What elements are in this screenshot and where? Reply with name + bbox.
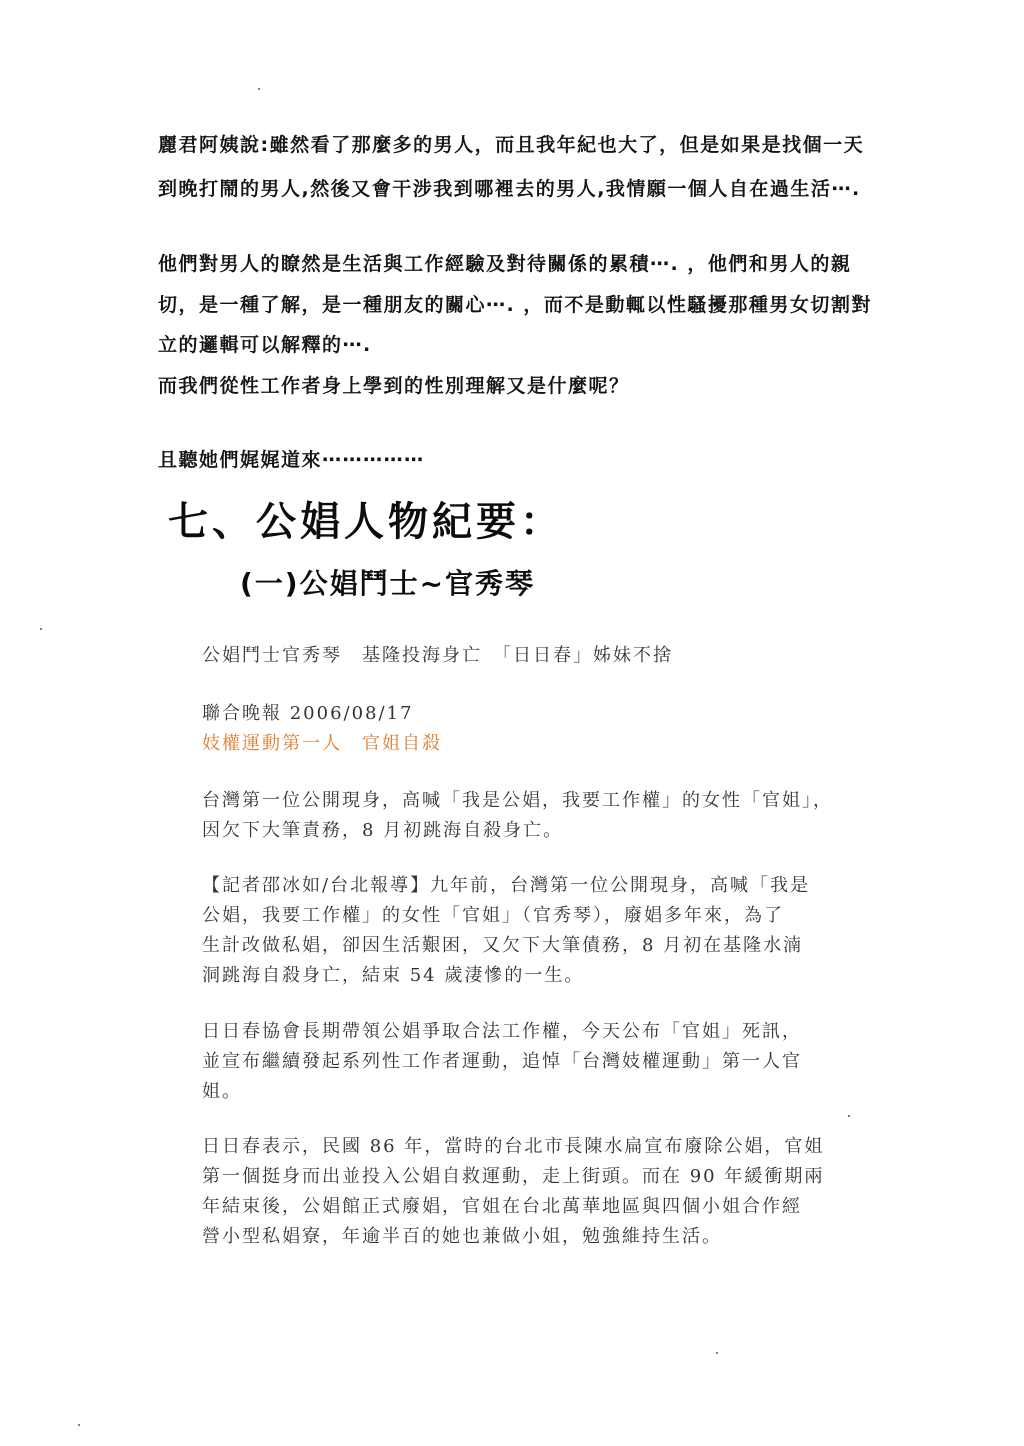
intro-p2-line-1: 他們對男人的瞭然是生活與工作經驗及對待關係的累積⋯. ，他們和男人的親 — [158, 253, 852, 275]
article-p4-line-3: 年結束後，公娼館正式廢娼，官姐在台北萬華地區與四個小姐合作經 — [202, 1196, 802, 1217]
intro-p1-line-2: 到晚打鬧的男人,然後又會干涉我到哪裡去的男人,我情願一個人自在過生活⋯. — [158, 178, 861, 200]
scan-speck — [848, 1115, 850, 1117]
intro-p2-line-3: 立的邏輯可以解釋的⋯. — [158, 334, 372, 356]
article-p3-line-3: 姐。 — [202, 1081, 242, 1102]
scan-speck — [40, 628, 42, 630]
intro-p1-line-1: 麗君阿姨說:雖然看了那麼多的男人，而且我年紀也大了，但是如果是找個一天 — [158, 134, 865, 156]
intro-p3: 且聽她們娓娓道來⋯⋯⋯⋯⋯ — [158, 449, 425, 471]
article-source-date: 聯合晚報 2006/08/17 — [202, 703, 414, 724]
scan-speck — [258, 88, 260, 90]
intro-p2-line-2: 切，是一種了解，是一種朋友的關心⋯. ，而不是動輒以性騷擾那種男女切割對 — [158, 294, 872, 316]
intro-p2-line-4: 而我們從性工作者身上學到的性別理解又是什麼呢？ — [158, 375, 630, 397]
article-p2-line-2: 公娼，我要工作權」的女性「官姐」（官秀琴），廢娼多年來，為了 — [202, 905, 784, 926]
article-p4-line-4: 營小型私娼寮，年逾半百的她也兼做小姐，勉強維持生活。 — [202, 1226, 722, 1247]
article-p2-line-3: 生計改做私娼，卻因生活艱困，又欠下大筆債務，8 月初在基隆水湳 — [202, 935, 804, 956]
article-p4-line-1: 日日春表示，民國 86 年，當時的台北市長陳水扁宣布廢除公娼，官姐 — [202, 1136, 825, 1157]
article-p3-line-1: 日日春協會長期帶領公娼爭取合法工作權，今天公布「官姐」死訊， — [202, 1021, 802, 1042]
article-headline: 公娼鬥士官秀琴 基隆投海身亡 「日日春」姊妹不捨 — [202, 645, 673, 666]
subsection-title: (一)公娼鬥士~官秀琴 — [240, 567, 536, 600]
section-title: 七、公娼人物紀要： — [168, 499, 564, 545]
article-p1-line-1: 台灣第一位公開現身，高喊「我是公娼，我要工作權」的女性「官姐」， — [202, 790, 833, 811]
article-p4-line-2: 第一個挺身而出並投入公娼自救運動，走上街頭。而在 90 年緩衝期兩 — [202, 1166, 825, 1187]
article-p3-line-2: 並宣布繼續發起系列性工作者運動，追悼「台灣妓權運動」第一人官 — [202, 1051, 802, 1072]
article-p2-line-4: 洞跳海自殺身亡，結束 54 歲淒慘的一生。 — [202, 965, 585, 986]
scan-speck — [716, 1352, 718, 1354]
article-p2-line-1: 【記者邵冰如/台北報導】九年前，台灣第一位公開現身，高喊「我是 — [202, 875, 811, 896]
article-p1-line-2: 因欠下大筆責務，8 月初跳海自殺身亡。 — [202, 820, 564, 841]
scan-speck — [78, 1424, 80, 1426]
article-subhead: 妓權運動第一人 官姐自殺 — [202, 733, 442, 754]
